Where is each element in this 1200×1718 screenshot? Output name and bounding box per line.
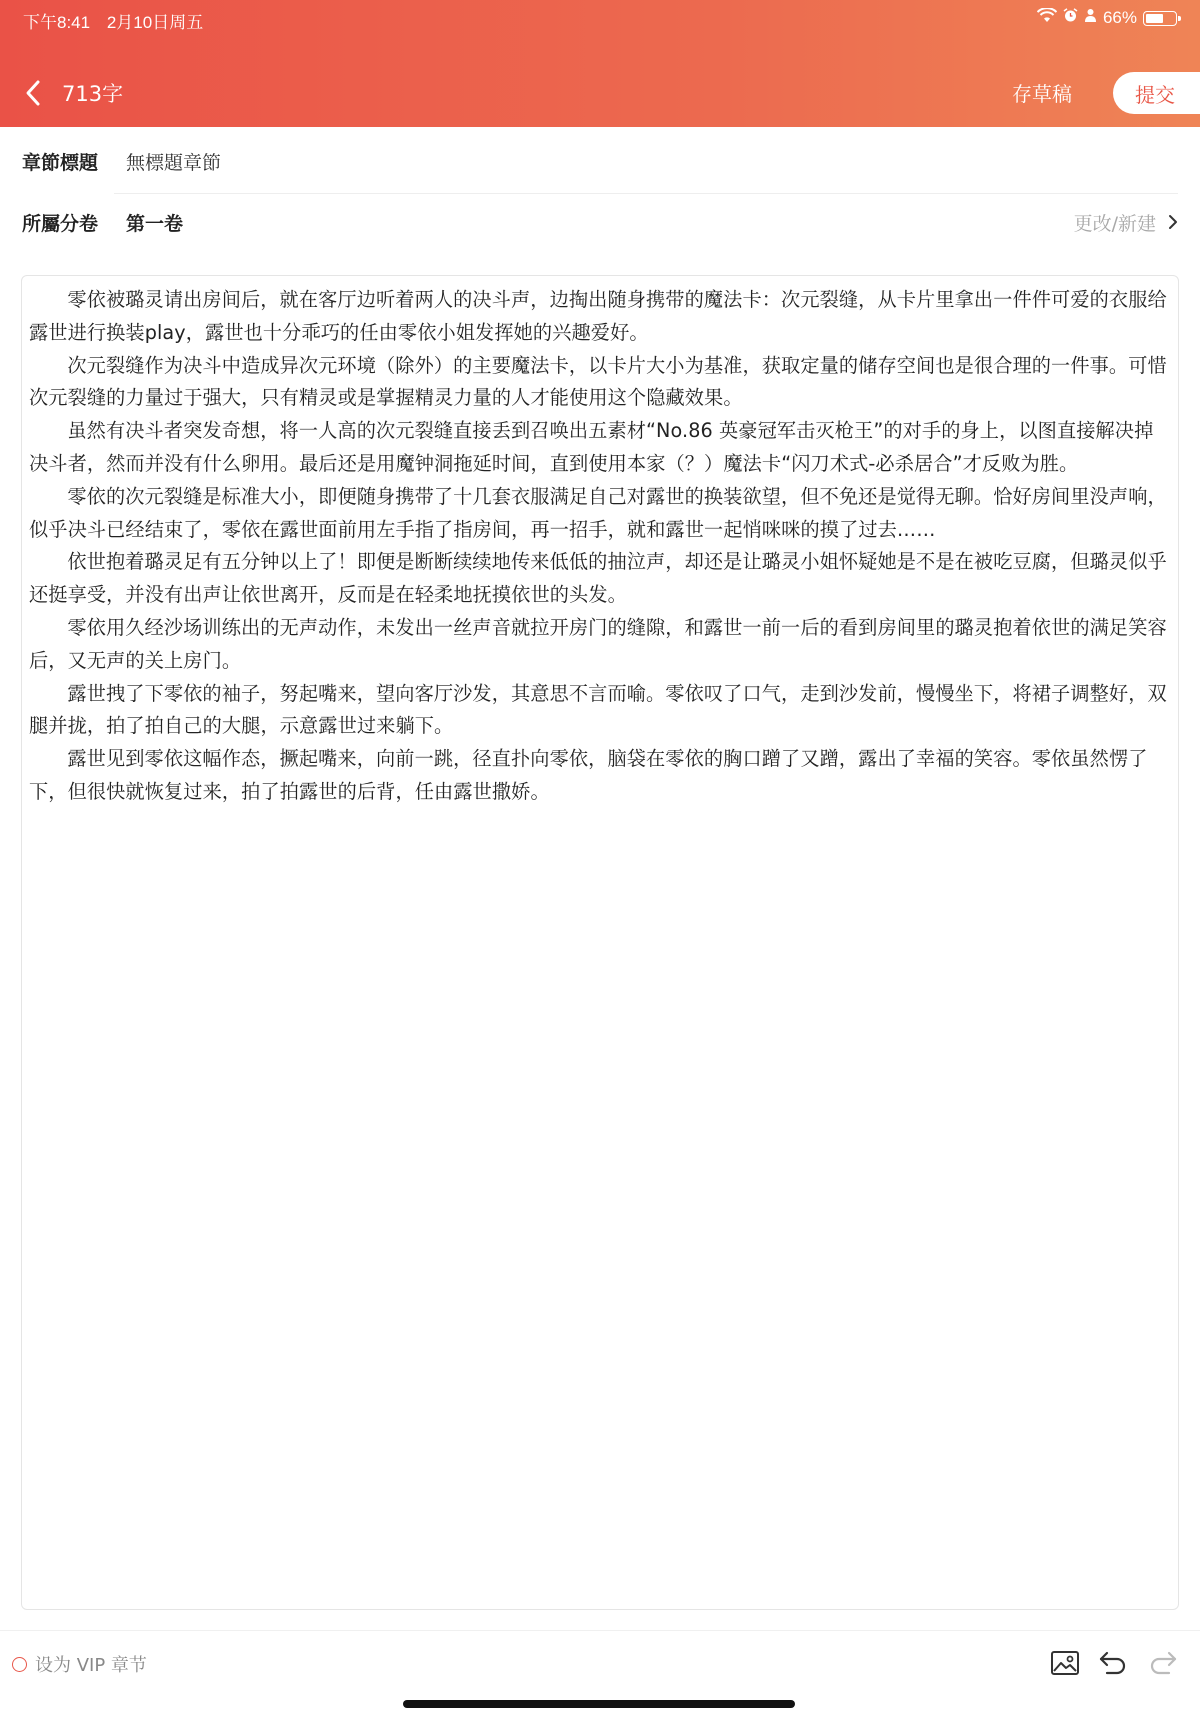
chapter-title-label: 章節標題 [22,151,99,174]
content-paragraph: 次元裂缝作为决斗中造成异次元环境（除外）的主要魔法卡，以卡片大小为基准，获取定量的储存空间也是很合理的一件事。可惜次元裂缝的力量过于强大，只有精灵或是掌握精灵力量的人才能使用这个隐藏效果。 [29,353,1167,410]
home-indicator[interactable] [403,1700,795,1708]
status-bar [23,8,1177,30]
redo-icon[interactable] [1147,1647,1179,1679]
chevron-left-icon [22,78,48,108]
radio-circle-icon [12,1657,27,1672]
status-date: 2月10日周五 [106,13,204,32]
divider [114,193,1178,194]
chapter-content-editor[interactable] [21,275,1179,1610]
volume-value: 第一卷 [126,212,184,235]
nav-bar [0,68,1200,118]
content-paragraph: 零依被璐灵请出房间后，就在客厅边听着两人的决斗声，边掏出随身携带的魔法卡：次元裂缝，从卡片里拿出一件件可爱的衣服给露世进行换装play，露世也十分乖巧的任由零依小姐发挥她的兴趣爱好。 [29,288,1167,344]
chevron-right-icon [1168,214,1178,230]
alarm-icon [1063,8,1078,28]
vip-chapter-label: 设为 VIP 章节 [35,1655,147,1676]
volume-label: 所屬分卷 [22,212,99,235]
content-paragraph: 依世抱着璐灵足有五分钟以上了！即便是断断续续地传来低低的抽泣声，却还是让璐灵小姐怀疑她是不是在被吃豆腐，但璐灵似乎还挺享受，并没有出声让依世离开，反而是在轻柔地抚摸依世的头发。 [29,550,1167,607]
image-icon[interactable] [1049,1647,1081,1679]
wifi-icon [1037,8,1057,28]
change-volume-label: 更改/新建 [1073,212,1156,235]
volume-row [22,202,1178,242]
save-draft-button[interactable]: 存草稿 [1012,82,1072,106]
status-time: 下午8:41 [23,13,91,32]
top-header [0,0,1200,127]
back-button[interactable] [22,78,48,108]
battery-icon [1143,11,1177,26]
vip-chapter-toggle[interactable] [12,1651,147,1677]
content-paragraph: 虽然有决斗者突发奇想，将一人高的次元裂缝直接丢到召唤出五素材“No.86 英豪冠军击灭枪王”的对手的身上，以图直接解决掉决斗者，然而并没有什么卵用。最后还是用魔钟洞拖延时间，直到使用本家（？）魔法卡“闪刀术式-必杀居合”才反败为胜。 [29,419,1154,475]
battery-level-fill [1146,14,1163,23]
battery-percent: 66% [1102,8,1137,27]
chapter-title-input[interactable]: 無標題章節 [126,151,222,174]
person-icon [1084,8,1097,28]
change-volume-link[interactable] [1074,202,1178,242]
content-paragraph: 零依的次元裂缝是标准大小，即便随身携带了十几套衣服满足自己对露世的换装欲望，但不免还是觉得无聊。恰好房间里没声响，似乎决斗已经结束了，零依在露世面前用左手指了指房间，再一招手，就和露世一起悄咪咪的摸了过去…… [29,484,1167,541]
content-paragraph: 露世见到零依这幅作态，撅起嘴来，向前一跳，径直扑向零依，脑袋在零依的胸口蹭了又蹭，露出了幸福的笑容。零依虽然愣了下，但很快就恢复过来，拍了拍露世的后背，任由露世撒娇。 [29,747,1148,803]
submit-button[interactable]: 提交 [1113,72,1200,114]
undo-icon[interactable] [1097,1647,1129,1679]
content-paragraph: 零依用久经沙场训练出的无声动作，未发出一丝声音就拉开房门的缝隙，和露世一前一后的看到房间里的璐灵抱着依世的满足笑容后，又无声的关上房门。 [29,615,1167,672]
chapter-title-row [22,141,1178,181]
content-paragraph: 露世拽了下零依的袖子，努起嘴来，望向客厅沙发，其意思不言而喻。零依叹了口气，走到沙发前，慢慢坐下，将裙子调整好，双腿并拢，拍了拍自己的大腿，示意露世过来躺下。 [29,681,1167,738]
bottom-toolbar [0,1630,1200,1691]
word-count: 713字 [62,82,124,106]
